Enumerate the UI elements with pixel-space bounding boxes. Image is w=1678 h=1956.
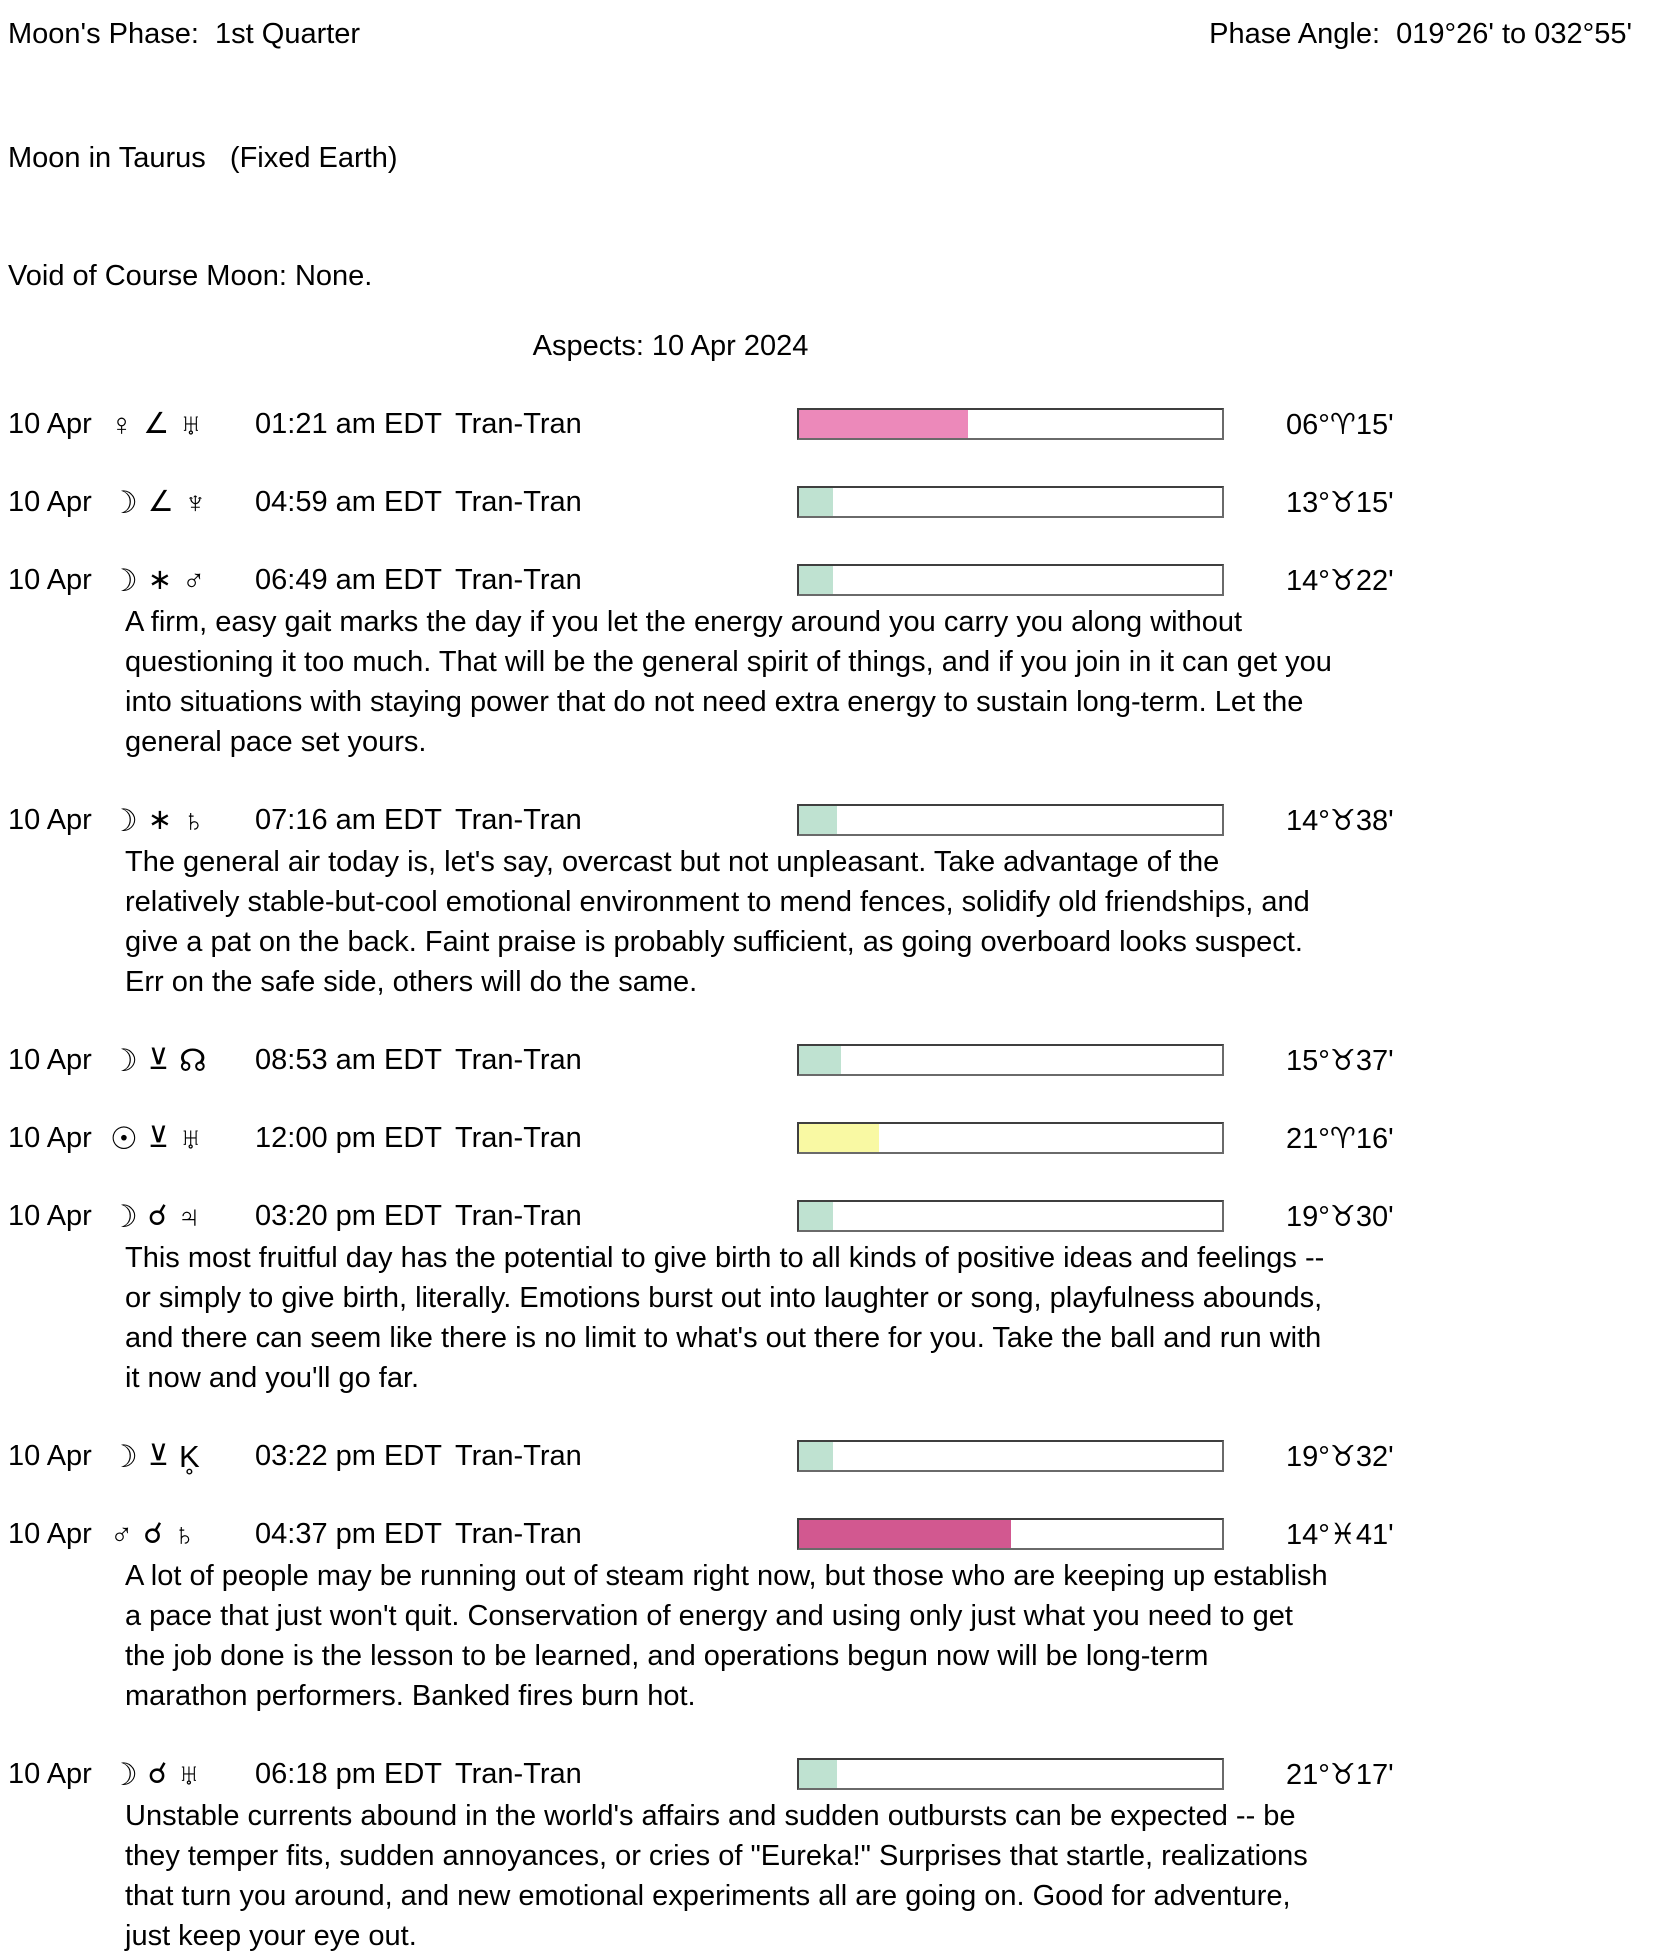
orb-progress-fill [799, 1442, 833, 1470]
venus-icon: ♀ [110, 406, 134, 442]
aspect-block [8, 1196, 1678, 1398]
aspect-time: 01:21 am EDT [255, 407, 442, 440]
aspect-type-label: Tran-Tran [455, 803, 582, 836]
orb-progress-fill [799, 410, 968, 438]
orb-progress-fill [799, 1124, 879, 1152]
aspect-glyphs [110, 802, 255, 838]
orb-progress-bar [797, 564, 1224, 596]
aspect-block [8, 1436, 1678, 1476]
orb-progress-fill [799, 1046, 841, 1074]
aspect-type-label: Tran-Tran [455, 1121, 582, 1154]
orb-progress-bar [797, 486, 1224, 518]
aspect-date: 10 Apr [8, 407, 92, 440]
orb-progress-bar [797, 1440, 1224, 1472]
aspect-degree: 15°♉37' [1286, 1044, 1394, 1077]
mars-icon: ♂ [182, 562, 206, 598]
aspect-row [8, 482, 1678, 522]
orb-progress-bar [797, 1122, 1224, 1154]
aspect-time: 03:22 pm EDT [255, 1439, 442, 1472]
orb-progress-bar [797, 804, 1224, 836]
aspect-description: A lot of people may be running out of steam right now, but those who are keeping up establish a pace that just won't quit. Conservation of energy and using only just what you need to get the job done is the lesson to be learned, and operations begun now will be long-term marathon performers. Banked fires burn hot. [125, 1560, 1328, 1712]
aspect-time: 08:53 am EDT [255, 1043, 442, 1076]
aspect-degree: 06°♈15' [1286, 408, 1394, 441]
jupiter-icon: ♃ [177, 1198, 201, 1234]
aspect-degree: 19°♉32' [1286, 1440, 1394, 1473]
aspect-date: 10 Apr [8, 1199, 92, 1232]
uranus-icon: ♅ [179, 406, 203, 442]
aspect-description: This most fruitful day has the potential to give birth to all kinds of positive ideas and feelings -- or simply to give birth, literally. Emotions burst out into laughter or song, playfulness abounds, and there can seem like there is no limit to what's out there for you. Take the ball and run with it now and you'll go far. [125, 1242, 1325, 1394]
chiron-icon: K̥ [179, 1438, 200, 1474]
moon-icon: ☽ [110, 1438, 138, 1474]
aspect-date: 10 Apr [8, 485, 92, 518]
aspect-block [8, 560, 1678, 762]
moon-icon: ☽ [110, 1042, 138, 1078]
conjunction-icon: ☌ [143, 1517, 163, 1550]
aspect-glyphs [110, 1516, 255, 1552]
semisextile-icon: ⊻ [147, 1121, 170, 1154]
mars-icon: ♂ [110, 1516, 134, 1552]
aspect-glyphs [110, 484, 255, 520]
aspect-date: 10 Apr [8, 1439, 92, 1472]
moon-status-block [8, 14, 360, 54]
aspect-date: 10 Apr [8, 1121, 92, 1154]
aspect-date: 10 Apr [8, 1757, 92, 1790]
neptune-icon: ♆ [183, 484, 208, 520]
aspect-degree: 21°♈16' [1286, 1122, 1394, 1155]
uranus-icon: ♅ [177, 1756, 201, 1792]
aspect-glyphs [110, 1198, 255, 1234]
aspect-type-label: Tran-Tran [455, 1199, 582, 1232]
aspect-description: The general air today is, let's say, overcast but not unpleasant. Take advantage of the relatively stable-but-cool emotional environment to mend fences, solidify old friendships, and give a pat on the back. Faint praise is probably sufficient, as going overboard looks suspect. Err on the safe side, others will do the same. [125, 846, 1310, 998]
orb-progress-fill [799, 488, 833, 516]
conjunction-icon: ☌ [147, 1199, 168, 1232]
aspect-time: 12:00 pm EDT [255, 1121, 442, 1154]
orb-progress-bar [797, 1200, 1224, 1232]
aspect-row [8, 404, 1678, 444]
orb-progress-bar [797, 1758, 1224, 1790]
aspect-glyphs [110, 562, 255, 598]
void-of-course-line: Void of Course Moon: None. [8, 260, 373, 292]
moon-icon: ☽ [110, 562, 138, 598]
aspect-row [8, 1196, 1678, 1236]
saturn-icon: ♄ [172, 1516, 196, 1552]
moon-icon: ☽ [110, 484, 138, 520]
aspect-block [8, 800, 1678, 1002]
aspect-time: 06:49 am EDT [255, 563, 442, 596]
aspect-degree: 19°♉30' [1286, 1200, 1394, 1233]
aspect-type-label: Tran-Tran [455, 1439, 582, 1472]
saturn-icon: ♄ [182, 802, 206, 838]
moon-sign-line: Moon in Taurus (Fixed Earth) [8, 142, 398, 174]
semisextile-icon: ⊻ [147, 1043, 170, 1076]
aspects-heading: Aspects: 10 Apr 2024 [532, 330, 809, 362]
aspect-row [8, 1754, 1678, 1794]
aspect-degree: 13°♉15' [1286, 486, 1394, 519]
aspect-type-label: Tran-Tran [455, 1757, 582, 1790]
semisquare-icon: ∠ [147, 485, 174, 518]
sun-icon: ☉ [110, 1120, 138, 1156]
aspect-time: 04:37 pm EDT [255, 1517, 442, 1550]
aspect-date: 10 Apr [8, 803, 92, 836]
page-header [8, 14, 1678, 54]
orb-progress-fill [799, 1520, 1011, 1548]
semisquare-icon: ∠ [143, 407, 170, 440]
aspect-row [8, 1118, 1678, 1158]
sextile-icon: ∗ [147, 563, 173, 596]
aspect-date: 10 Apr [8, 1043, 92, 1076]
orb-progress-fill [799, 806, 837, 834]
aspect-row [8, 1514, 1678, 1554]
aspect-glyphs [110, 1120, 255, 1156]
aspect-glyphs [110, 1438, 255, 1474]
orb-progress-fill [799, 1202, 833, 1230]
aspect-degree: 14°♉22' [1286, 564, 1394, 597]
aspect-block [8, 404, 1678, 444]
aspect-type-label: Tran-Tran [455, 563, 582, 596]
aspect-block [8, 1754, 1678, 1956]
moon-icon: ☽ [110, 802, 138, 838]
aspect-description: A firm, easy gait marks the day if you let the energy around you carry you along without questioning it too much. That will be the general spirit of things, and if you join in it can get you into situations with staying power that do not need extra energy to sustain long-term. Let the general pace set yours. [125, 606, 1332, 758]
orb-progress-bar [797, 1044, 1224, 1076]
aspect-row [8, 560, 1678, 600]
aspect-row [8, 1436, 1678, 1476]
moon-icon: ☽ [110, 1756, 138, 1792]
aspect-list [8, 404, 1678, 1956]
aspect-row [8, 1040, 1678, 1080]
sextile-icon: ∗ [147, 803, 173, 836]
conjunction-icon: ☌ [147, 1757, 168, 1790]
north-node-icon: ☊ [179, 1042, 207, 1078]
aspect-description: Unstable currents abound in the world's affairs and sudden outbursts can be expected -- be they temper fits, sudden annoyances, or cries of "Eureka!" Surprises that startle, realizations that turn you around, and new emotional experiments all are going on. Good for adventure, just keep your eye out. [125, 1800, 1308, 1952]
aspect-type-label: Tran-Tran [455, 485, 582, 518]
aspect-degree: 21°♉17' [1286, 1758, 1394, 1791]
aspect-time: 06:18 pm EDT [255, 1757, 442, 1790]
phase-angle-line: Phase Angle: 019°26' to 032°55' [1209, 18, 1632, 50]
aspect-type-label: Tran-Tran [455, 407, 582, 440]
aspect-block [8, 1040, 1678, 1080]
aspect-time: 04:59 am EDT [255, 485, 442, 518]
orb-progress-fill [799, 566, 833, 594]
aspect-degree: 14°♉38' [1286, 804, 1394, 837]
aspect-date: 10 Apr [8, 1517, 92, 1550]
moon-phase-line: Moon's Phase: 1st Quarter [8, 18, 361, 50]
aspect-block [8, 1514, 1678, 1716]
aspect-glyphs [110, 1042, 255, 1078]
uranus-icon: ♅ [179, 1120, 203, 1156]
aspect-date: 10 Apr [8, 563, 92, 596]
aspect-time: 07:16 am EDT [255, 803, 442, 836]
orb-progress-bar [797, 1518, 1224, 1550]
aspect-block [8, 1118, 1678, 1158]
orb-progress-fill [799, 1760, 837, 1788]
aspect-row [8, 800, 1678, 840]
aspect-glyphs [110, 406, 255, 442]
moon-icon: ☽ [110, 1198, 138, 1234]
aspect-degree: 14°♓41' [1286, 1518, 1394, 1551]
aspect-block [8, 482, 1678, 522]
orb-progress-bar [797, 408, 1224, 440]
aspect-glyphs [110, 1756, 255, 1792]
aspect-time: 03:20 pm EDT [255, 1199, 442, 1232]
aspect-type-label: Tran-Tran [455, 1043, 582, 1076]
aspect-type-label: Tran-Tran [455, 1517, 582, 1550]
semisextile-icon: ⊻ [147, 1439, 170, 1472]
